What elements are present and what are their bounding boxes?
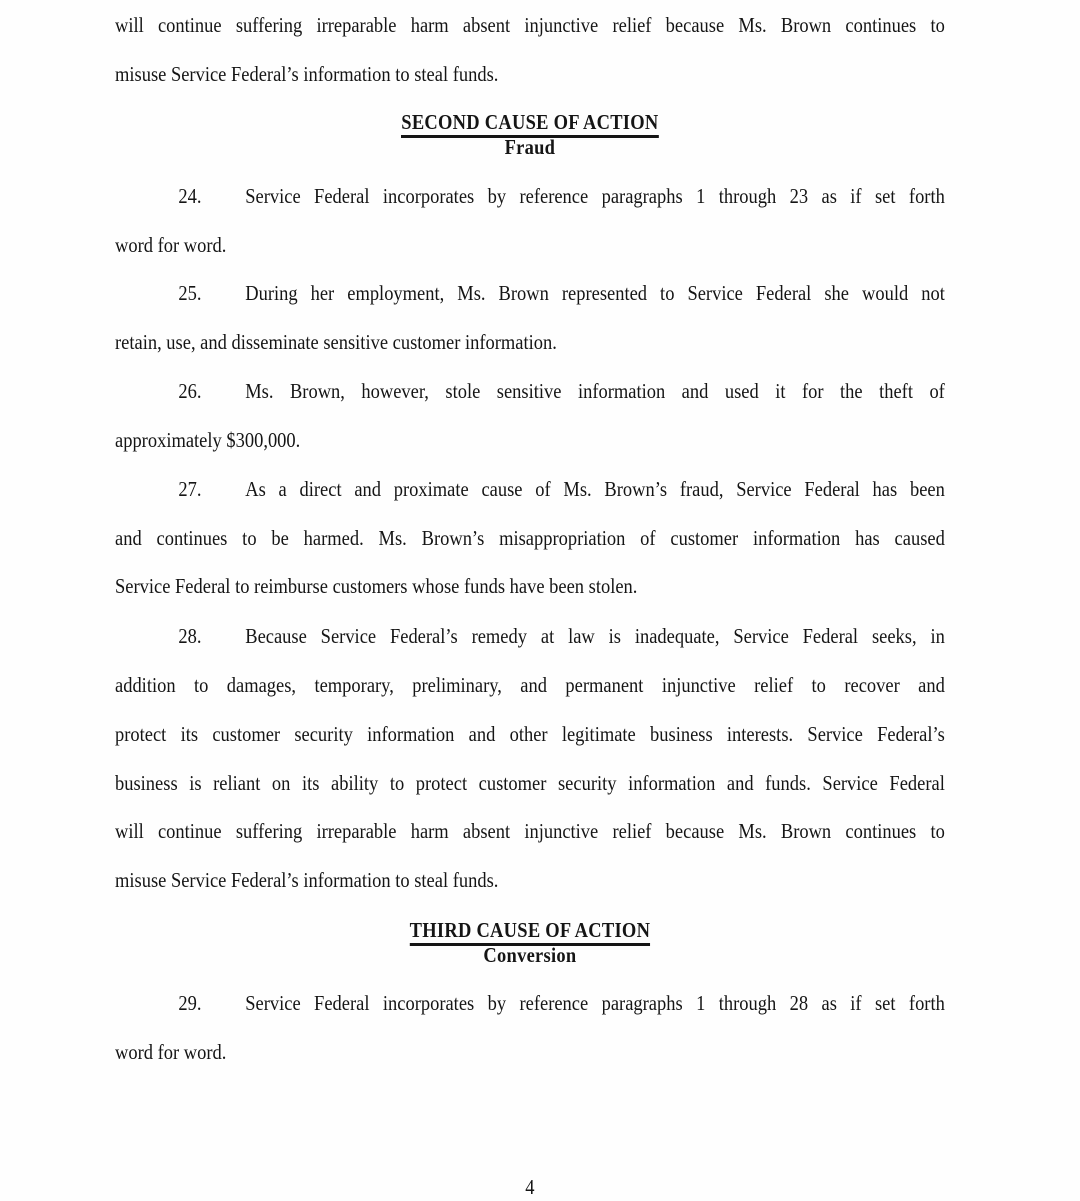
section-heading-text: SECOND CAUSE OF ACTION xyxy=(401,110,658,138)
section-heading xyxy=(115,917,945,943)
section-subheading: Conversion xyxy=(483,943,577,967)
paragraph-text: Service Federal incorporates by reference paragraphs 1 through 28 as if set forth xyxy=(245,991,945,1015)
numbered-paragraph-line xyxy=(115,280,945,306)
body-line: business is reliant on its ability to protect customer security information and funds. Service Federal xyxy=(115,771,945,795)
body-line: misuse Service Federal’s information to steal funds. xyxy=(115,868,499,892)
numbered-paragraph-line xyxy=(115,378,945,404)
paragraph-number: 29. xyxy=(178,991,202,1015)
body-line: Service Federal to reimburse customers whose funds have been stolen. xyxy=(115,574,638,598)
paragraph-text: During her employment, Ms. Brown represented to Service Federal she would not xyxy=(245,281,945,305)
paragraph-text: As a direct and proximate cause of Ms. Brown’s fraud, Service Federal has been xyxy=(245,477,945,501)
section-subheading: Fraud xyxy=(504,135,556,159)
body-line: protect its customer security information and other legitimate business interests. Service Federal’s xyxy=(115,722,945,746)
body-line: approximately $300,000. xyxy=(115,428,301,452)
numbered-paragraph-line xyxy=(115,183,945,209)
body-line: retain, use, and disseminate sensitive customer information. xyxy=(115,330,557,354)
paragraph-text: Because Service Federal’s remedy at law is inadequate, Service Federal seeks, in xyxy=(245,624,945,648)
body-line: word for word. xyxy=(115,233,227,257)
body-line: word for word. xyxy=(115,1040,227,1064)
numbered-paragraph-line xyxy=(115,476,945,502)
numbered-paragraph-line xyxy=(115,990,945,1016)
paragraph-number: 25. xyxy=(178,281,202,305)
paragraph-text: Ms. Brown, however, stole sensitive information and used it for the theft of xyxy=(245,379,945,403)
body-line: misuse Service Federal’s information to steal funds. xyxy=(115,62,499,86)
numbered-paragraph-line xyxy=(115,623,945,649)
paragraph-text: Service Federal incorporates by reference paragraphs 1 through 23 as if set forth xyxy=(245,184,945,208)
section-heading-text: THIRD CAUSE OF ACTION xyxy=(410,918,651,946)
paragraph-number: 27. xyxy=(178,477,202,501)
body-line: and continues to be harmed. Ms. Brown’s misappropriation of customer information has caused xyxy=(115,526,945,550)
paragraph-number: 28. xyxy=(178,624,202,648)
section-heading xyxy=(115,109,945,135)
body-line: addition to damages, temporary, preliminary, and permanent injunctive relief to recover and xyxy=(115,673,945,697)
paragraph-number: 26. xyxy=(178,379,202,403)
body-line: will continue suffering irreparable harm absent injunctive relief because Ms. Brown continues to xyxy=(115,819,945,843)
page-number: 4 xyxy=(525,1175,535,1199)
body-line: will continue suffering irreparable harm absent injunctive relief because Ms. Brown continues to xyxy=(115,13,945,37)
paragraph-number: 24. xyxy=(178,184,202,208)
